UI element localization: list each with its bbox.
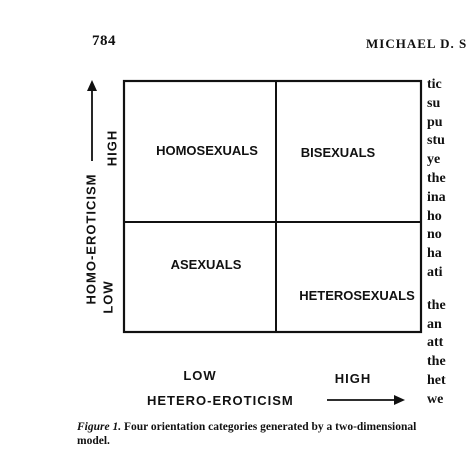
cell-heterosexuals: HETEROSEXUALS: [299, 288, 415, 303]
body-line: the: [427, 354, 446, 370]
body-line: ye: [427, 152, 441, 168]
body-line: stu: [427, 133, 445, 149]
body-line: ha: [427, 246, 442, 262]
cell-asexuals: ASEXUALS: [170, 257, 242, 272]
body-line: ina: [427, 189, 446, 205]
body-line: ati: [427, 264, 443, 280]
body-line: the: [427, 297, 446, 313]
cell-homosexuals: HOMOSEXUALS: [156, 143, 258, 158]
x-axis-title: HETERO-EROTICISM: [147, 393, 294, 408]
page-number: 784: [92, 33, 116, 49]
figure-caption: [77, 420, 437, 448]
body-line: pu: [427, 114, 443, 130]
x-axis-low-label: LOW: [183, 368, 217, 383]
body-line: no: [427, 227, 442, 243]
body-line: het: [427, 372, 446, 388]
body-text-column: [427, 76, 473, 410]
y-axis-low-label: LOW: [100, 280, 116, 314]
y-axis-title: HOMO-EROTICISM: [83, 173, 99, 305]
figure-caption-lead: Figure 1.: [77, 421, 122, 433]
body-line: su: [427, 95, 441, 111]
body-line: att: [427, 335, 444, 351]
running-head: MICHAEL D. S: [366, 36, 468, 51]
body-line: we: [427, 391, 444, 407]
y-axis-arrowhead-icon: [87, 80, 97, 91]
figure-caption-text: Four orientation categories generated by a two-dimensional model.: [77, 421, 417, 447]
body-line: an: [427, 316, 442, 332]
body-line: tic: [427, 77, 442, 92]
cell-bisexuals: BISEXUALS: [300, 145, 376, 160]
paragraph-gap: [427, 283, 473, 297]
body-line: ho: [427, 208, 442, 224]
x-axis-high-label: HIGH: [334, 371, 372, 386]
x-axis-arrowhead-icon: [394, 395, 405, 405]
y-axis-high-label: HIGH: [104, 129, 120, 167]
body-line: the: [427, 170, 446, 186]
